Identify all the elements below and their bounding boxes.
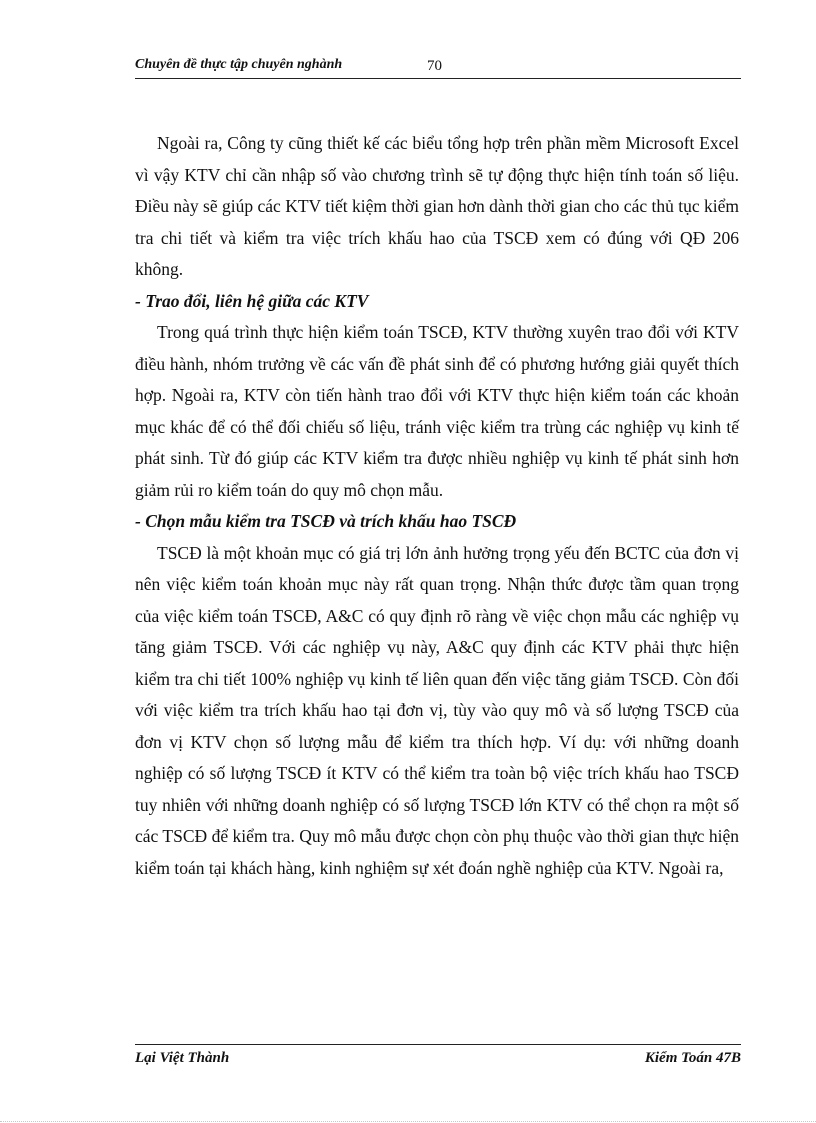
paragraph-communication: Trong quá trình thực hiện kiểm toán TSCĐ, KTV thường xuyên trao đổi với KTV điều hành, nhóm trưởng về các vấn đề phát sinh để có phương hướng giải quyết thích hợp. Ngoài ra, KTV còn tiến hành trao đổi với KTV thực hiện kiểm toán các khoản mục khác để có thể đối chiếu số liệu, tránh việc kiểm tra trùng các nghiệp vụ kinh tế phát sinh. Từ đó giúp các KTV kiểm tra được nhiều nghiệp vụ kinh tế phát sinh hơn giảm rủi ro kiểm toán do quy mô chọn mẫu.	[135, 322, 739, 500]
footer-author: Lại Việt Thành	[135, 1050, 230, 1066]
paragraph-sampling: TSCĐ là một khoản mục có giá trị lớn ảnh hưởng trọng yếu đến BCTC của đơn vị nên việc kiểm toán khoản mục này rất quan trọng. Nhận thức được tầm quan trọng của việc kiểm toán TSCĐ, A&C có quy định rõ ràng về việc chọn mẫu các nghiệp vụ tăng giảm TSCĐ. Với các nghiệp vụ này, A&C quy định các KTV phải thực hiện kiểm tra chi tiết 100% nghiệp vụ kinh tế liên quan đến việc tăng giảm TSCĐ. Còn đối với việc kiểm tra trích khấu hao tại đơn vị, tùy vào quy mô và số lượng TSCĐ của đơn vị KTV chọn số lượng mẫu để kiểm tra thích hợp. Ví dụ: với những doanh nghiệp có số lượng TSCĐ ít KTV có thể kiểm tra toàn bộ việc trích khấu hao TSCĐ tuy nhiên với những doanh nghiệp có số lượng TSCĐ lớn KTV có thể chọn ra một số các TSCĐ để kiểm tra. Quy mô mẫu được chọn còn phụ thuộc vào thời gian thực hiện kiểm toán tại khách hàng, kinh nghiệm sự xét đoán nghề nghiệp của KTV. Ngoài ra,	[135, 542, 739, 878]
page-number: 70	[427, 58, 442, 74]
page-header	[135, 56, 741, 79]
page-footer	[135, 1044, 741, 1069]
document-body	[135, 128, 739, 884]
page-bottom-edge	[0, 1121, 816, 1122]
section-heading-sampling: - Chọn mẫu kiểm tra TSCĐ và trích khấu hao TSCĐ	[135, 511, 517, 531]
footer-class: Kiểm Toán 47B	[644, 1050, 741, 1066]
section-heading-communication: - Trao đổi, liên hệ giữa các KTV	[135, 290, 369, 311]
header-title: Chuyên đề thực tập chuyên nghành	[135, 57, 343, 72]
paragraph-excel-templates: Ngoài ra, Công ty cũng thiết kế các biểu tổng hợp trên phần mềm Microsoft Excel vì vậy KTV chỉ cần nhập số vào chương trình sẽ tự động thực hiện tính toán số liệu. Điều này sẽ giúp các KTV tiết kiệm thời gian hơn dành thời gian cho các thủ tục kiểm tra chi tiết và kiểm tra việc trích khấu hao của TSCĐ xem có đúng với QĐ 206 không.	[135, 133, 739, 279]
